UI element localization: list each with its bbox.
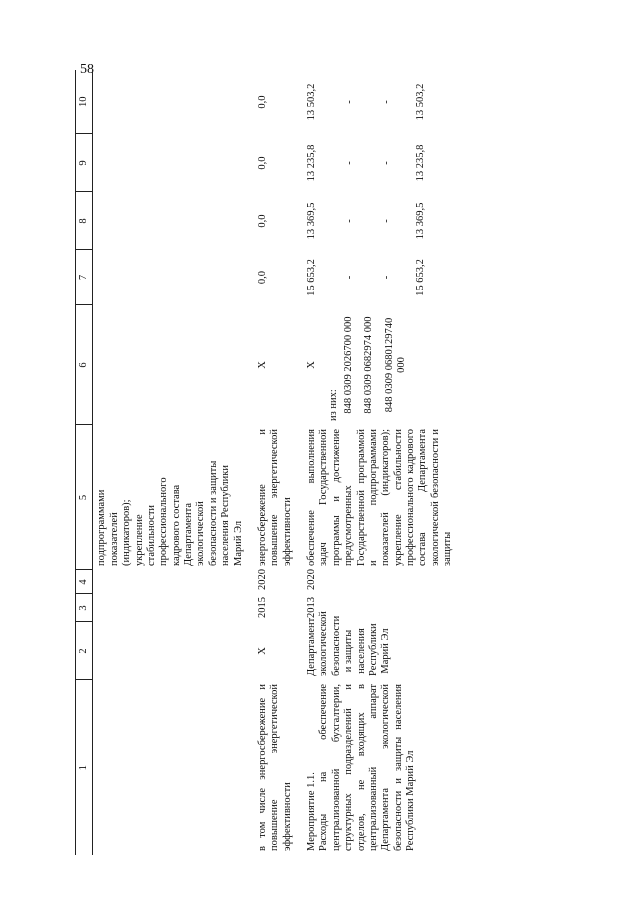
header-cell: 1: [76, 680, 93, 855]
table-cell: [303, 134, 458, 192]
cell-value: 848 0309 0680129740 000: [383, 317, 407, 413]
table-cell: [93, 570, 248, 594]
cell-value: -: [344, 275, 356, 280]
header-cell: 8: [76, 192, 93, 250]
cell-value: -: [344, 161, 356, 165]
cell-value: из них:: [328, 389, 340, 421]
table-cell: [303, 192, 458, 250]
cell-value: 13 503,2: [306, 83, 317, 121]
table-cell: 0,0: [256, 156, 268, 170]
cell-value: 13 369,5: [306, 202, 317, 240]
header-row: [76, 70, 93, 855]
table-cell: [93, 622, 248, 680]
table-cell: [303, 305, 458, 425]
header-cell: 6: [76, 305, 93, 425]
table-cell: Мероприятие 1.1. Расходы на обеспечение централизованной бухгалтерии, структурных подразделений и отделов, не входящих в централизованный аппарат Департамента экологической безопасности и защиты населения Республики Марий Эл: [306, 684, 416, 851]
table-cell: 2020: [256, 569, 268, 590]
cell-value: Х: [306, 361, 317, 369]
cell-value: -: [344, 219, 356, 223]
page-number: 58: [80, 62, 94, 77]
table-cell: [93, 70, 248, 134]
header-cell: 7: [76, 250, 93, 305]
cell-value: 848 0309 0682974 000: [363, 316, 375, 414]
cell-value: -: [380, 219, 392, 223]
table-cell: 2015: [256, 597, 268, 618]
cell-value: 15 653,2: [306, 259, 317, 296]
program-table: [75, 70, 458, 855]
table-cell: в том числе энергосбережение и повышение энергетической эффективности: [256, 684, 293, 851]
table-cell: [93, 594, 248, 622]
table-row: [254, 70, 297, 855]
cell-value: -: [380, 161, 392, 165]
table-cell: Х: [256, 361, 268, 369]
header-cell: 5: [76, 425, 93, 570]
table-cell: 0,0: [256, 95, 268, 109]
table-cell: энергосбережение и повышение энергетической эффективности: [256, 429, 293, 566]
table-cell: 2013: [306, 597, 317, 618]
cell-value: -: [380, 275, 392, 280]
cell-value: -: [380, 100, 392, 104]
cell-value: -: [344, 100, 356, 104]
table-cell: Департамент экологической безопасности и защиты населения Республики Марий Эл: [306, 611, 392, 676]
table-cell: обеспечение выполнения задач Государственной программы и достижение предусмотренных Государственной программой и подпрограммами показателей (индикаторов); укрепление стабильности профессионального кадрового состава Департамента экологической безопасности и защиты: [306, 429, 454, 566]
table-cell: [93, 680, 248, 855]
table-cell: [93, 192, 248, 250]
table-row: [303, 70, 458, 855]
cell-value: 13 235,8: [415, 144, 427, 182]
table-cell: 0,0: [256, 214, 268, 228]
cell-value: 13 369,5: [415, 202, 427, 240]
header-cell: 2: [76, 622, 93, 680]
table-cell: 0,0: [256, 270, 268, 285]
table-cell: подпрограммами показателей (индикаторов); укрепление стабильности профессионального кадрового состава Департамента экологической безопасности и защиты населения Республики Марий Эл: [96, 460, 244, 566]
cell-value: 848 0309 2026700 000: [342, 316, 354, 414]
table-cell: Х: [256, 647, 268, 655]
header-cell: 10: [76, 70, 93, 134]
table-cell: [93, 134, 248, 192]
table-cell: [303, 70, 458, 134]
table-row: [93, 70, 248, 855]
table-cell: [93, 305, 248, 425]
table-cell: [93, 250, 248, 305]
cell-value: 13 503,2: [415, 83, 427, 121]
rotated-table-container: [75, 70, 515, 855]
table-cell: 2020: [306, 569, 317, 590]
table-cell: [303, 250, 458, 305]
cell-value: 15 653,2: [415, 259, 427, 296]
header-cell: 3: [76, 594, 93, 622]
cell-value: 13 235,8: [306, 144, 317, 182]
header-cell: 4: [76, 570, 93, 594]
header-cell: 9: [76, 134, 93, 192]
